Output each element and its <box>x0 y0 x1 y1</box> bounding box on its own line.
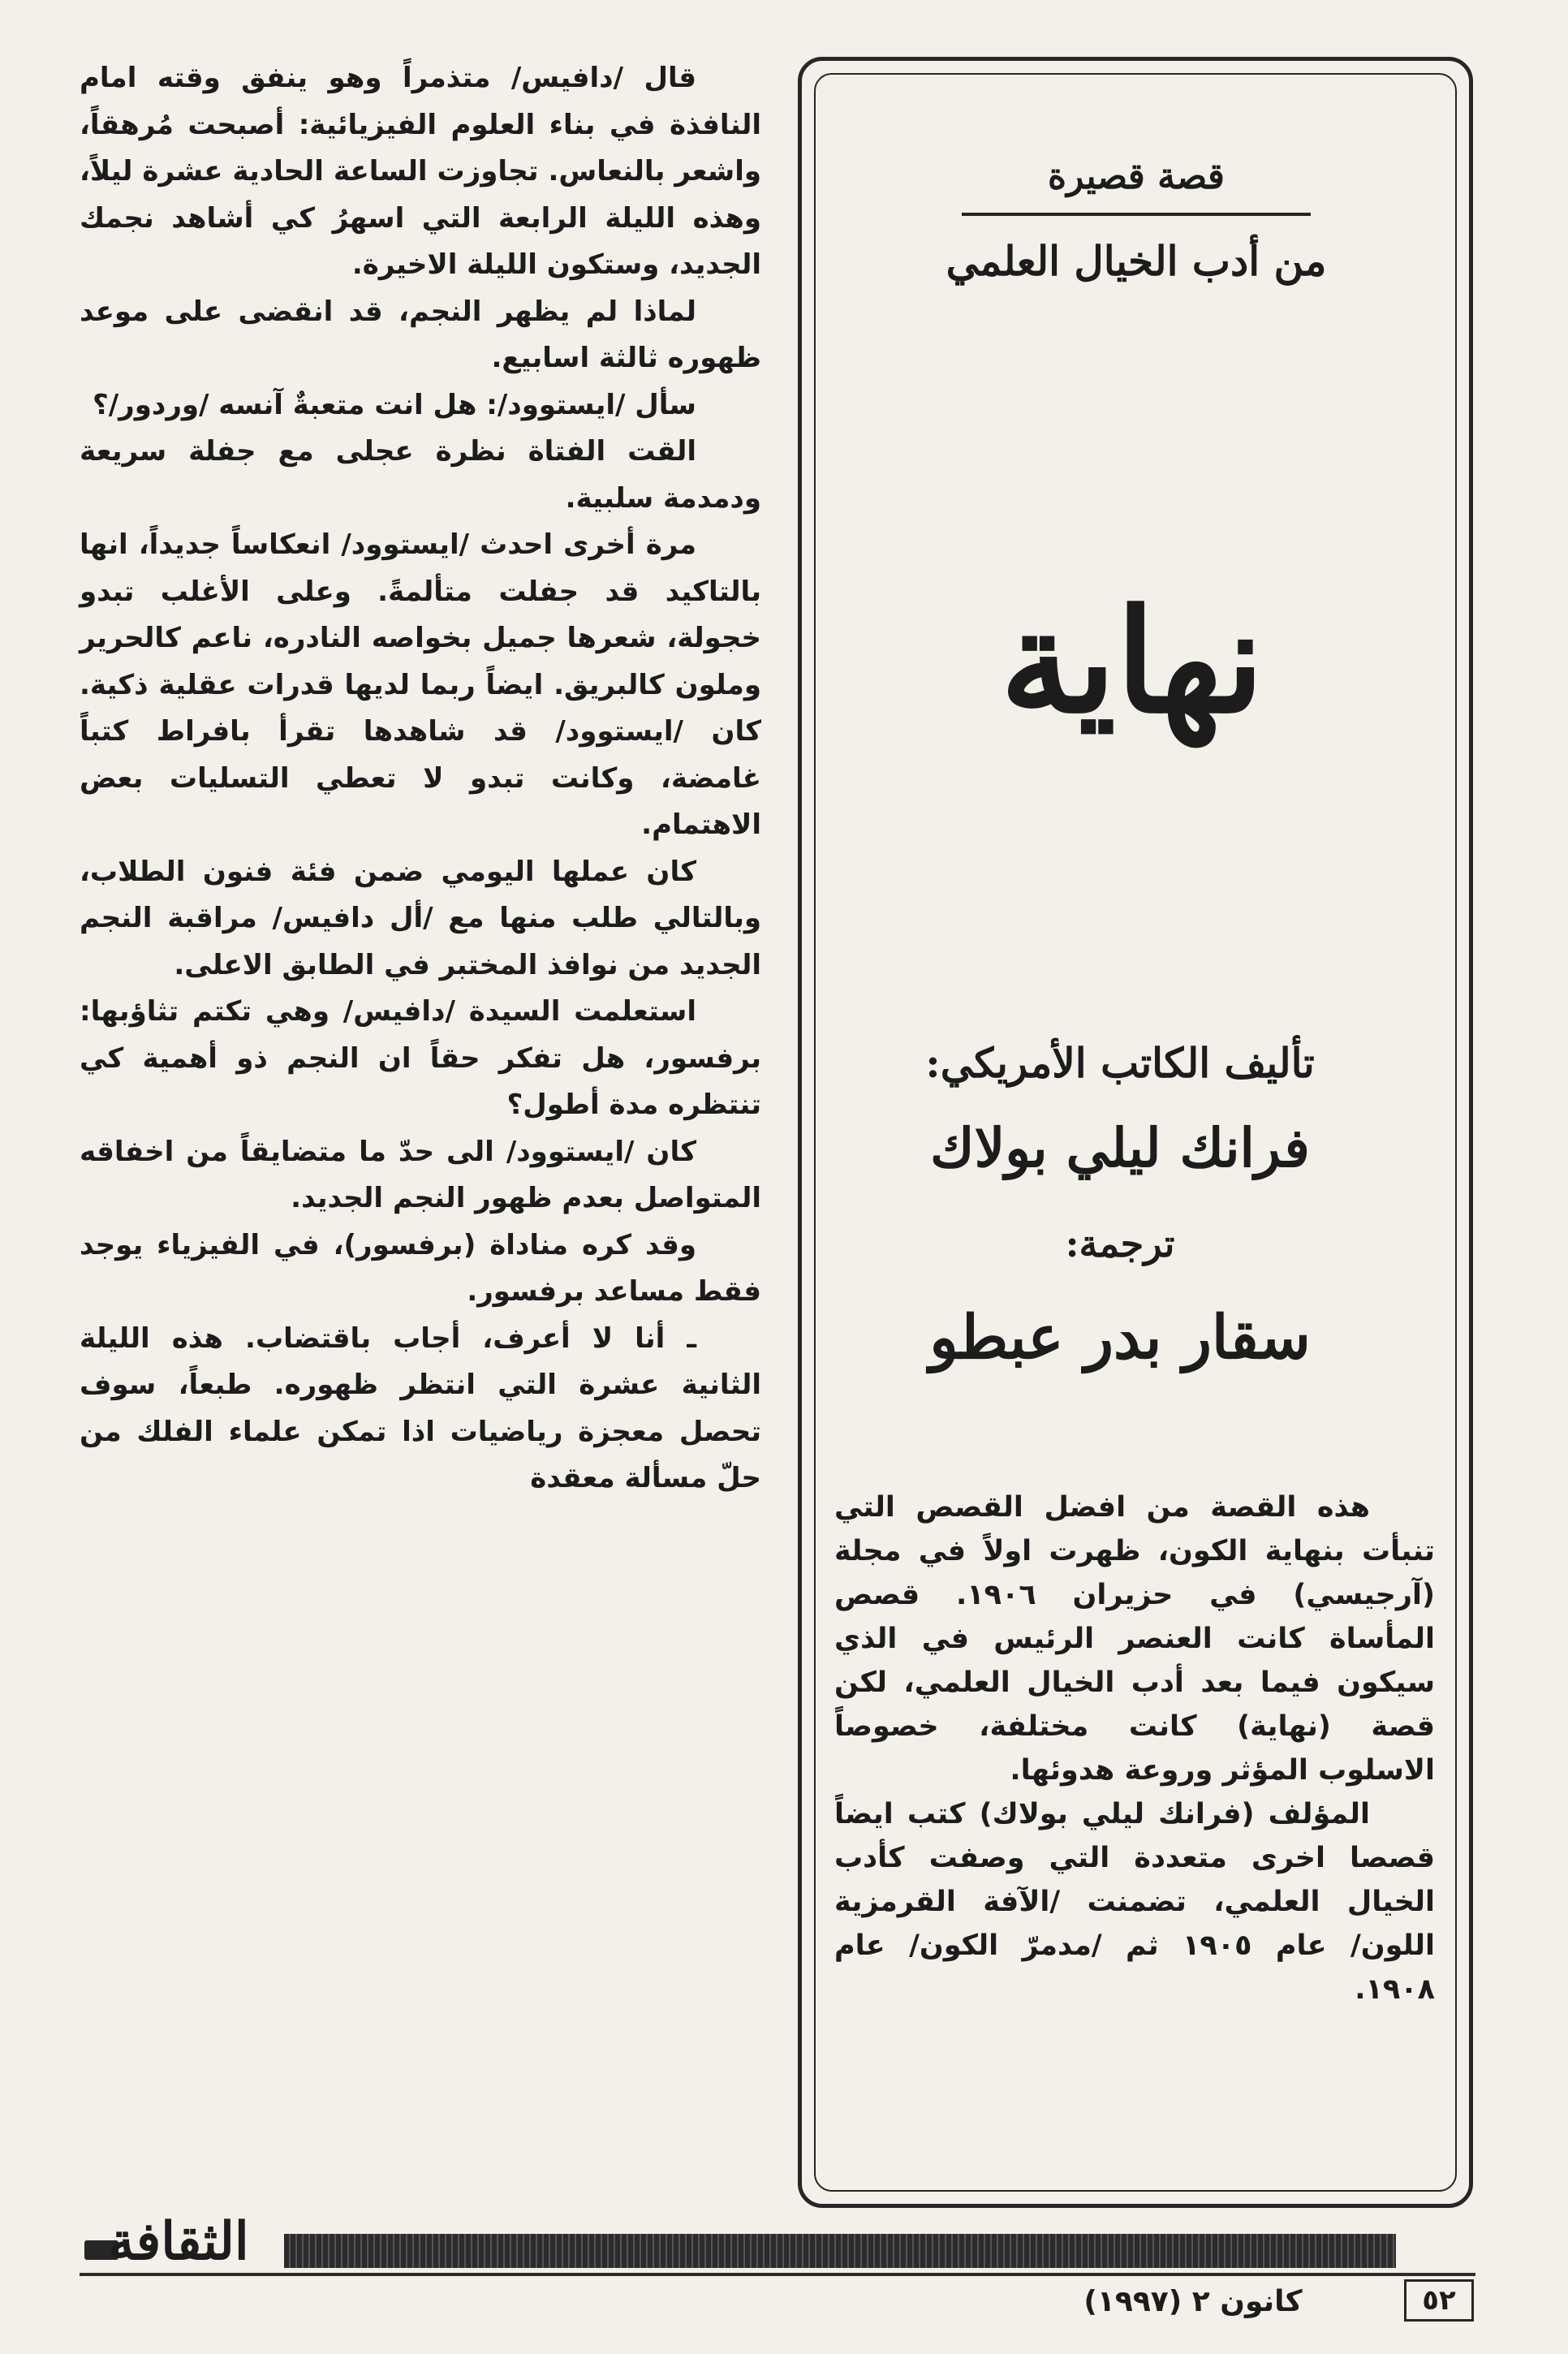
genre-subtitle: من أدب الخيال العلمي <box>946 237 1327 285</box>
body-paragraph: القت الفتاة نظرة عجلى مع جفلة سريعة ودمدمة سلبية. <box>80 435 761 515</box>
translator-label: ترجمة: <box>1065 1222 1175 1265</box>
intro-paragraph: هذه القصة من افضل القصص التي تنبأت بنهاية الكون، ظهرت اولاً في مجلة (آرجيسي) في حزيران ١٩٠٦. قصص المأساة كانت العنصر الرئيس في الذي سيكون فيما بعد أدب الخيال العلمي، لكن قصة (نهاية) كانت مختلفة، خصوصاً الاسلوب المؤثر وروعة هدوئها. <box>834 1491 1435 1787</box>
footer-rule <box>80 2273 1475 2276</box>
body-paragraph: كان /ايستوود/ الى حدّ ما متضايقاً من اخفاقه المتواصل بعدم ظهور النجم الجديد. <box>80 1135 761 1214</box>
footer-decorative-bar <box>284 2234 1396 2268</box>
body-paragraph: وقد كره مناداة (برفسور)، في الفيزياء يوجد فقط مساعد برفسور. <box>80 1228 761 1308</box>
author-name: فرانك ليلي بولاك <box>930 1116 1310 1179</box>
body-paragraph: ـ أنا لا أعرف، أجاب باقتضاب. هذه الليلة الثانية عشرة التي انتظر ظهوره. طبعاً، سوف تحصل معجزة رياضيات اذا تمكن علماء الفلك من حلّ مسألة معقدة <box>80 1321 761 1494</box>
story-body-column <box>80 55 761 1503</box>
intro-text <box>834 1485 1435 2011</box>
body-paragraph: استعلمت السيدة /دافيس/ وهي تكتم تثاؤبها: برفسور، هل تفكر حقاً ان النجم ذو أهمية كي تنتظره مدة أطول؟ <box>80 995 761 1121</box>
issue-date: كانون ٢ (١٩٩٧) <box>1083 2285 1303 2318</box>
body-paragraph: كان عملها اليومي ضمن فئة فنون الطلاب، وبالتالي طلب منها مع /أل دافيس/ مراقبة النجم الجديد من نوافذ المختبر في الطابق الاعلى. <box>80 855 761 981</box>
story-title: نهاية <box>1000 579 1264 745</box>
translator-name: سقار بدر عبطو <box>929 1303 1311 1373</box>
body-paragraph: لماذا لم يظهر النجم، قد انقضى على موعد ظهوره ثالثة اسابيع. <box>80 295 761 374</box>
intro-paragraph: المؤلف (فرانك ليلي بولاك) كتب ايضاً قصصا اخرى متعددة التي وصفت كأدب الخيال العلمي، تضمنت /الآفة القرمزية اللون/ عام ١٩٠٥ ثم /مدمرّ الكون/ عام ١٩٠٨. <box>834 1798 1435 2006</box>
magazine-logo: الثقافة <box>108 2211 249 2272</box>
body-paragraph: مرة أخرى احدث /ايستوود/ انعكاساً جديداً، انها بالتاكيد قد جفلت متألمةً. وعلى الأغلب تبدو خجولة، شعرها جميل بخواصه النادره، ناعم كالحرير وملون كالبريق. ايضاً ربما لديها قدرات عقلية ذكية. كان /ايستوود/ قد شاهدها تقرأ بافراط كتباً غامضة، وكانت تبدو لا تعطي التسليات بعض الاهتمام. <box>80 528 761 841</box>
page-number: ٥٢ <box>1404 2279 1474 2322</box>
body-paragraph: قال /دافيس/ متذمراً وهو ينفق وقته امام النافذة في بناء العلوم الفيزيائية: أصبحت مُرهقاً، واشعر بالنعاس. تجاوزت الساعة الحادية عشرة ليلاً، وهذه الليلة الرابعة التي اسهرُ كي أشاهد نجمك الجديد، وستكون الليلة الاخيرة. <box>80 62 761 281</box>
body-paragraph: سأل /ايستوود/: هل انت متعبةٌ آنسه /وردور/؟ <box>93 388 696 421</box>
kicker-underline <box>962 213 1311 216</box>
author-label: تأليف الكاتب الأمريكي: <box>925 1039 1315 1087</box>
genre-kicker: قصة قصيرة <box>1048 156 1225 197</box>
